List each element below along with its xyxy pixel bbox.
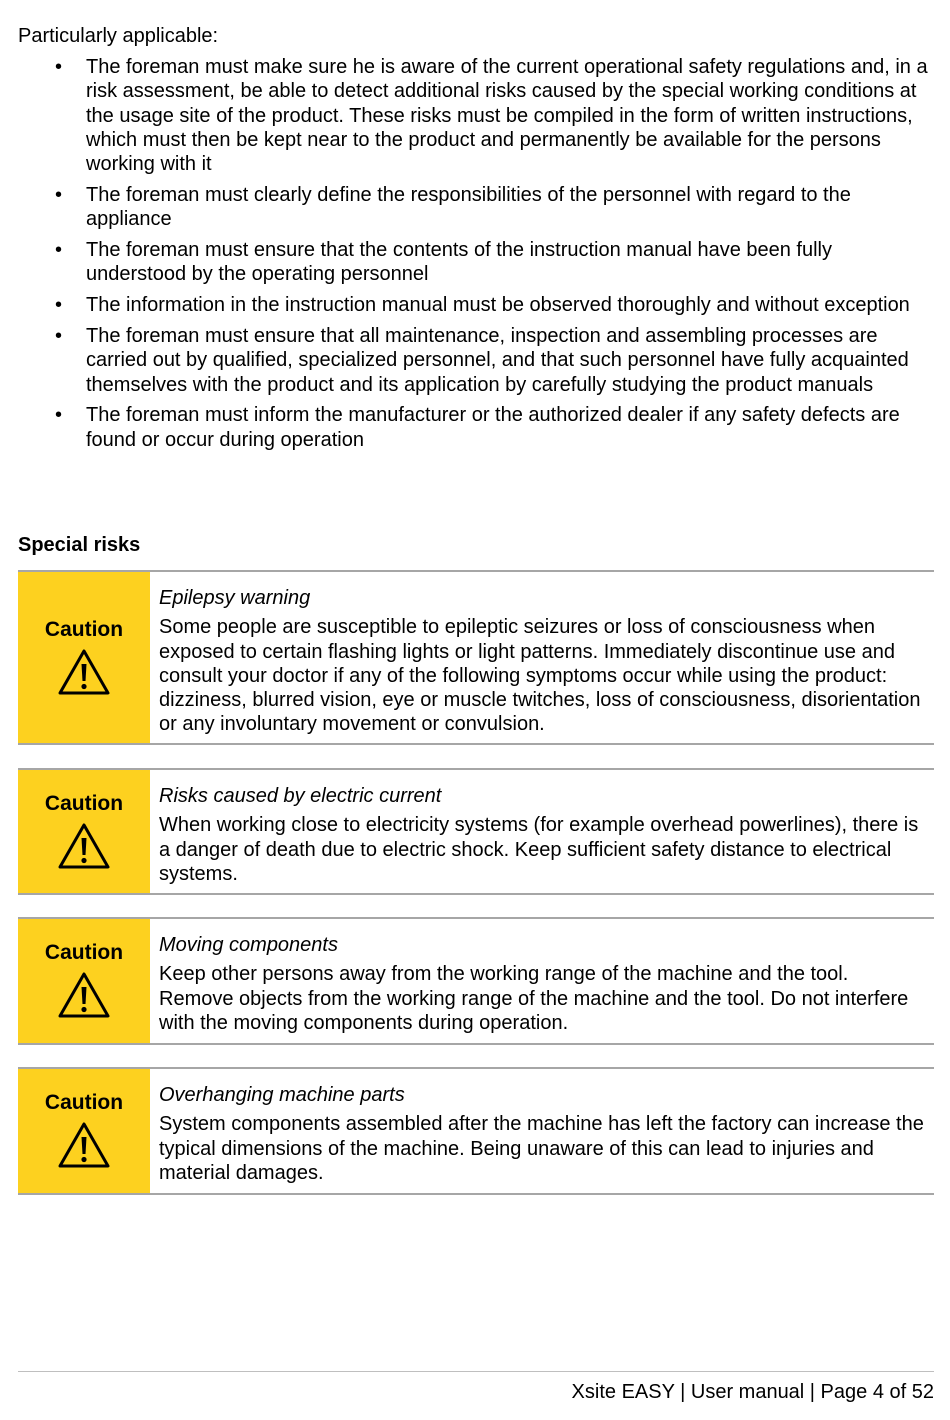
- caution-title: Overhanging machine parts: [159, 1084, 405, 1106]
- list-item-text: The foreman must inform the manufacturer or the authorized dealer if any safety defects are found or occur during operation: [86, 404, 900, 451]
- caution-content: [150, 1069, 934, 1193]
- bullet-icon: •: [55, 183, 63, 206]
- requirements-list: [0, 55, 950, 458]
- list-item-text: The foreman must ensure that all maintenance, inspection and assembling processes are carried out by qualified, specialized personnel, and that such personnel have fully acquainted themselves with the product and its application by carefully studying the product manuals: [86, 324, 909, 396]
- section-heading-special-risks: Special risks: [18, 534, 141, 556]
- caution-box-epilepsy: [18, 570, 934, 745]
- caution-sidebar: [18, 770, 150, 893]
- caution-title: Epilepsy warning: [159, 587, 311, 609]
- caution-box-overhanging-parts: [18, 1067, 934, 1195]
- bullet-icon: •: [55, 239, 63, 262]
- caution-text: When working close to electricity systems (for example overhead powerlines), there is a danger of death due to electric shock. Keep sufficient safety distance to electrical systems.: [159, 814, 919, 885]
- intro-text: Particularly applicable:: [18, 25, 219, 47]
- bullet-icon: •: [55, 56, 63, 78]
- caution-content: [150, 572, 934, 743]
- caution-box-electric-current: [18, 768, 934, 895]
- list-item-text: The foreman must make sure he is aware of the current operational safety regulations and, in a risk assessment, be able to detect additional risks caused by the special working conditions at the usage site of the product. These risks must be compiled in the form of written instructions, which must then be kept near to the product and permanently be available for the persons working with it: [86, 56, 928, 176]
- warning-triangle-icon: [57, 822, 111, 870]
- list-item-text: The foreman must ensure that the contents of the instruction manual have been fully understood by the operating personnel: [86, 239, 832, 286]
- bullet-icon: •: [55, 324, 63, 347]
- caution-sidebar: [18, 919, 150, 1043]
- list-item: [0, 55, 950, 176]
- list-item: [0, 293, 950, 317]
- list-item-text: The information in the instruction manual must be observed thoroughly and without exception: [86, 294, 910, 317]
- list-item: [0, 238, 950, 287]
- caution-label: Caution: [44, 618, 124, 641]
- page-footer: Xsite EASY | User manual | Page 4 of 52: [571, 1381, 934, 1403]
- caution-content: [150, 919, 934, 1043]
- warning-triangle-icon: [57, 648, 111, 696]
- caution-label: Caution: [44, 792, 124, 815]
- footer-divider: [18, 1371, 934, 1372]
- caution-sidebar: [18, 1069, 150, 1193]
- caution-text: Keep other persons away from the working range of the machine and the tool. Remove objects from the working range of the machine and the tool. Do not interfere with the moving components during operation.: [159, 963, 909, 1034]
- caution-label: Caution: [44, 941, 124, 964]
- caution-text: Some people are susceptible to epileptic seizures or loss of consciousness when exposed to certain flashing lights or light patterns. Immediately discontinue use and consult your doctor if any of the following symptoms occur while using the product: dizziness, blurred vision, eye or muscle twitches, loss of consciousness, disorientation or any involuntary movement or convulsion.: [159, 616, 921, 736]
- caution-text: System components assembled after the machine has left the factory can increase the typical dimensions of the machine. Being unaware of this can lead to injuries and material damages.: [159, 1113, 924, 1184]
- list-item-text: The foreman must clearly define the responsibilities of the personnel with regard to the appliance: [86, 183, 851, 231]
- bullet-icon: •: [55, 404, 63, 427]
- list-item: [0, 324, 950, 397]
- caution-box-moving-components: [18, 917, 934, 1045]
- caution-title: Risks caused by electric current: [159, 785, 442, 807]
- caution-title: Moving components: [159, 934, 338, 956]
- warning-triangle-icon: [57, 1121, 111, 1169]
- caution-content: [150, 770, 934, 893]
- bullet-icon: •: [55, 294, 63, 317]
- list-item: [0, 403, 950, 452]
- caution-label: Caution: [44, 1091, 124, 1114]
- caution-sidebar: [18, 572, 150, 743]
- list-item: [0, 183, 950, 232]
- warning-triangle-icon: [57, 971, 111, 1019]
